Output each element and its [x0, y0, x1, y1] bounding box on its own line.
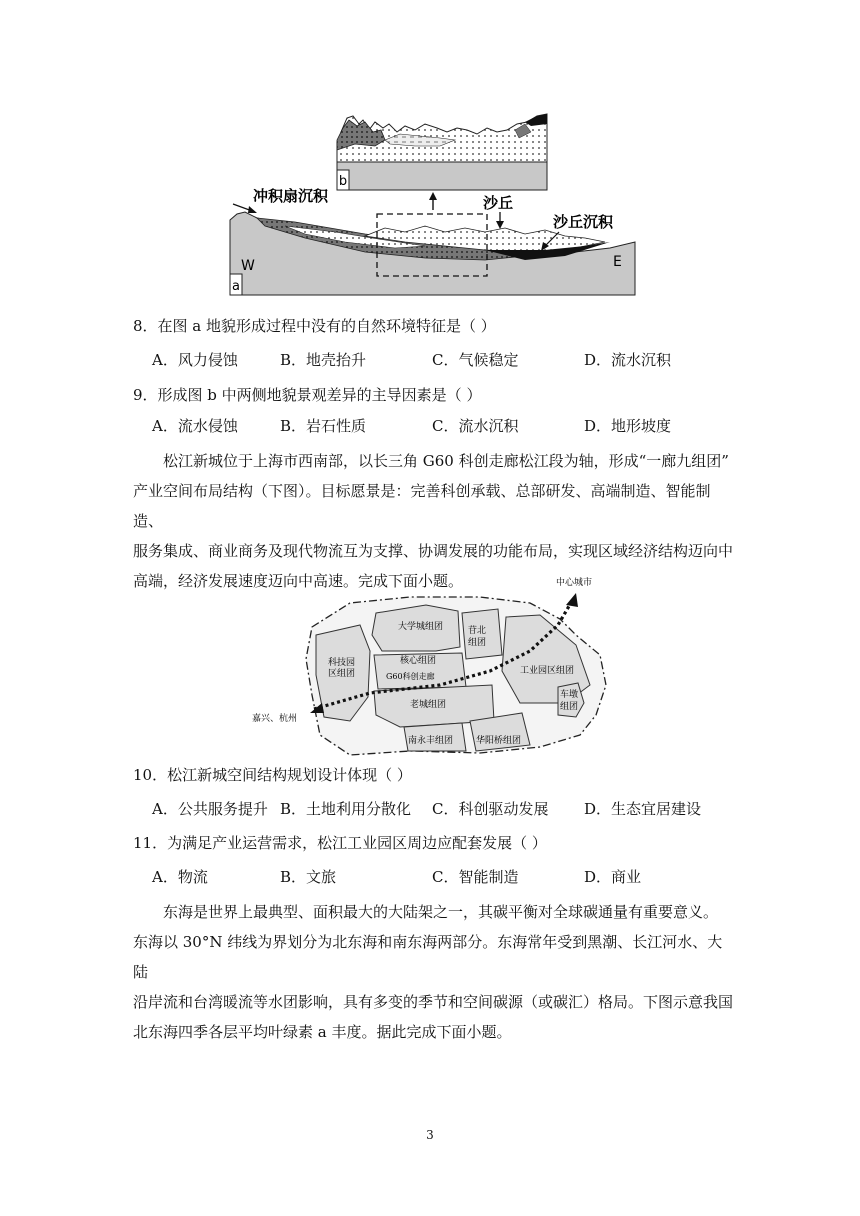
- q11-option-c[interactable]: C．智能制造: [432, 868, 519, 886]
- q9-option-c[interactable]: C．流水沉积: [432, 417, 519, 435]
- map-label-huayang: 华阳桥组团: [476, 736, 522, 746]
- q9-option-d[interactable]: D．地形坡度: [584, 417, 672, 435]
- passage-line: 松江新城位于上海市西南部，以长三角 G60 科创走廊松江段为轴，形成“一廊九组团”: [133, 452, 729, 470]
- q10-option-a[interactable]: A．公共服务提升: [152, 800, 268, 818]
- map-label-yongfeng: 南永丰组团: [408, 736, 454, 746]
- map-label-center-city: 中心城市: [556, 578, 593, 588]
- panel-b-label: b: [338, 174, 348, 189]
- passage-line: 高端，经济发展速度迈向中高速。完成下面小题。: [133, 572, 464, 590]
- map-label-chedun-2: 组团: [560, 702, 579, 712]
- panel-a-label: a: [232, 279, 240, 294]
- q11-option-b[interactable]: B．文旅: [280, 868, 337, 886]
- q10-option-c[interactable]: C．科创驱动发展: [432, 800, 549, 818]
- passage-line: 服务集成、商业商务及现代物流互为支撑、协调发展的功能布局，实现区域经济结构迈向中: [133, 542, 734, 560]
- songjiang-map: [240, 575, 620, 760]
- q10-option-b[interactable]: B．土地利用分散化: [280, 800, 412, 818]
- passage-line: 东海是世界上最典型、面积最大的大陆架之一，其碳平衡对全球碳通量有重要意义。: [133, 903, 719, 921]
- map-label-science-park-2: 区组团: [328, 669, 356, 679]
- map-label-science-park-1: 科技园: [328, 658, 356, 668]
- dune-label: 沙丘: [483, 194, 514, 212]
- map-label-oldtown: 老城组团: [410, 700, 447, 710]
- q8-option-b[interactable]: B．地壳抬升: [280, 351, 367, 369]
- map-label-university: 大学城组团: [398, 622, 444, 632]
- q9-option-b[interactable]: B．岩石性质: [280, 417, 367, 435]
- q9-option-a[interactable]: A．流水侵蚀: [152, 417, 238, 435]
- passage-songjiang: [133, 446, 733, 596]
- q8-option-d[interactable]: D．流水沉积: [584, 351, 672, 369]
- question-10-stem: 10．松江新城空间结构规划设计体现（ ）: [133, 766, 412, 784]
- map-label-zhebei-1: 苷北: [468, 626, 487, 636]
- map-label-zhebei-2: 组团: [468, 638, 487, 648]
- passage-line: 沿岸流和台湾暖流等水团影响，具有多变的季节和空间碳源（或碳汇）格局。下图示意我国: [133, 993, 734, 1011]
- geology-figure: [225, 110, 640, 300]
- q10-option-d[interactable]: D．生态宜居建设: [584, 800, 702, 818]
- alluvial-fan-label: 冲积扇沉积: [253, 187, 329, 205]
- q8-option-a[interactable]: A．风力侵蚀: [152, 351, 238, 369]
- question-8-stem: 8．在图 a 地貌形成过程中没有的自然环境特征是（ ）: [133, 317, 496, 335]
- map-label-chedun-1: 车墩: [560, 690, 579, 700]
- east-label: E: [613, 254, 622, 270]
- q8-option-c[interactable]: C．气候稳定: [432, 351, 519, 369]
- panel-b: [337, 114, 547, 190]
- q11-option-d[interactable]: D．商业: [584, 868, 642, 886]
- q11-option-a[interactable]: A．物流: [152, 868, 208, 886]
- map-label-jiaxing: 嘉兴、杭州: [252, 714, 298, 724]
- passage-east-china-sea: [133, 897, 733, 1047]
- passage-line: 东海以 30°N 纬线为界划分为北东海和南东海两部分。东海常年受到黑潮、长江河水、大陆: [133, 933, 723, 981]
- map-label-core: 核心组团: [400, 656, 437, 666]
- question-11-stem: 11．为满足产业运营需求，松江工业园区周边应配套发展（ ）: [133, 834, 547, 852]
- dune-deposit-label: 沙丘沉积: [553, 213, 614, 231]
- map-label-industrial: 工业园区组团: [520, 666, 575, 676]
- map-label-corridor: G60科创走廊: [386, 672, 435, 681]
- passage-line: 北东海四季各层平均叶绿素 a 丰度。据此完成下面小题。: [133, 1023, 512, 1041]
- passage-line: 产业空间布局结构（下图）。目标愿景是：完善科创承载、总部研发、高端制造、智能制造、: [133, 482, 711, 530]
- page-number: 3: [426, 1128, 434, 1142]
- west-label: W: [241, 258, 255, 274]
- question-9-stem: 9．形成图 b 中两侧地貌景观差异的主导因素是（ ）: [133, 386, 482, 404]
